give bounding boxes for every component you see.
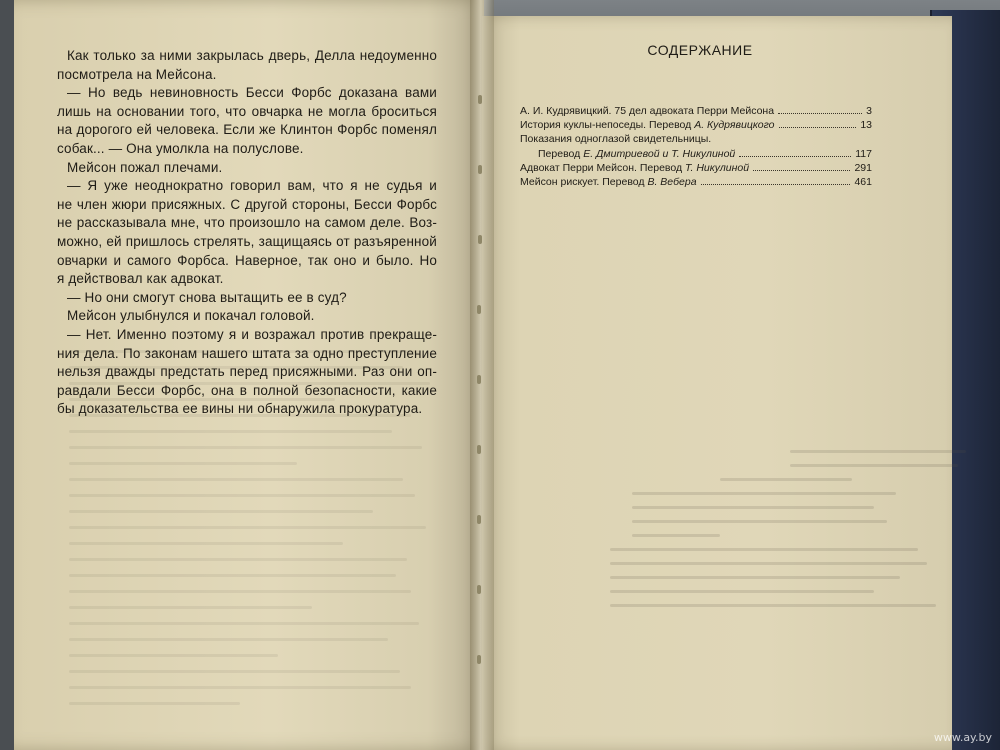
binding-stitch <box>478 235 482 244</box>
text-line: равдали Бесси Форбс, она в полной безопасности, какие <box>57 382 437 398</box>
left-page-text <box>57 47 437 419</box>
text-line: не рассказывала мне, что произошло на самом деле. Воз- <box>57 215 437 231</box>
binding-stitch <box>477 305 481 314</box>
text-line: Мейсон пожал плечами. <box>67 159 223 175</box>
toc-page-number: 461 <box>854 176 872 189</box>
toc-entry-text: А. И. Кудрявицкий. 75 дел адвоката Перри Мейсона <box>520 105 775 117</box>
toc-leader-dots <box>753 170 850 171</box>
toc-leader-dots <box>779 127 857 128</box>
toc-entry <box>520 161 872 175</box>
toc-entry-translator: В. Вебера <box>647 176 697 189</box>
toc-entry-translator: Т. Никулиной <box>685 161 750 174</box>
text-line: Как только за ними закрылась дверь, Делла недоуменно <box>67 48 437 63</box>
toc-entry-title <box>520 118 775 132</box>
text-line: не член жюри присяжных. С другой стороны, Бесси Форбс <box>57 196 437 212</box>
toc-entry-translator: Е. Дмитриевой и Т. Никулиной <box>583 147 736 160</box>
toc-entry-title <box>520 175 697 189</box>
toc-entry-translator: А. Кудрявицкого <box>694 119 775 132</box>
toc-leader-dots <box>701 184 851 185</box>
text-line: Мейсон улыбнулся и покачал головой. <box>67 308 315 324</box>
toc-page-number: 13 <box>860 119 872 132</box>
toc-page-number: 117 <box>855 147 872 160</box>
toc-entry-text: Адвокат Перри Мейсон. Перевод <box>520 161 686 174</box>
toc-entry <box>520 175 872 189</box>
toc-entry-title <box>520 161 749 175</box>
text-line: овчарки и самого Форбса. Наверное, так оно и было. Но <box>57 252 437 268</box>
text-line: — Нет. Именно поэтому я и возражал против прекраще- <box>67 326 437 342</box>
text-line: на дорогого ей человека. Если же Клинтон Форбс поменял <box>57 122 437 138</box>
text-line: ния дела. По законам нашего штата за одно преступление <box>57 345 437 361</box>
text-line: я действовал как адвокат. <box>57 271 224 287</box>
bleed-through-text <box>500 450 940 710</box>
toc-entry <box>520 147 872 161</box>
text-line: посмотрела на Мейсона. <box>57 66 217 82</box>
toc-entry-text: Показания одноглазой свидетельницы. <box>520 133 712 146</box>
toc-entry <box>520 132 872 146</box>
toc-leader-dots <box>739 156 851 157</box>
watermark: www.ay.by <box>933 731 992 744</box>
text-line: — Но они смогут снова вытащить ее в суд? <box>67 289 347 305</box>
binding-stitch <box>477 655 481 664</box>
toc-entry-text: Мейсон рискует. Перевод <box>520 176 648 189</box>
text-line: собак... — Она умолкла на полуслове. <box>57 140 304 156</box>
table-of-contents <box>520 104 872 189</box>
text-line: — Я уже неоднократно говорил вам, что я не судья и <box>67 178 437 194</box>
toc-entry <box>520 118 872 132</box>
toc-leader-dots <box>778 113 862 114</box>
text-line: лишь на основании того, что овчарка не могла броситься <box>57 103 437 119</box>
binding-stitch <box>477 585 481 594</box>
toc-entry-title <box>520 132 711 146</box>
book-gutter <box>470 0 494 750</box>
toc-entry-title <box>538 147 735 161</box>
toc-entry-text: История куклы-непоседы. Перевод <box>520 119 695 132</box>
toc-title: СОДЕРЖАНИЕ <box>647 42 753 58</box>
text-line: можно, ей пришлось стрелять, защищаясь от разъяренной <box>57 233 437 249</box>
binding-stitch <box>477 445 481 454</box>
toc-page-number: 291 <box>854 161 872 174</box>
binding-stitch <box>477 515 481 524</box>
text-line: — Но ведь невиновность Бесси Форбс доказана вами <box>67 85 437 101</box>
binding-stitch <box>478 165 482 174</box>
toc-page-number: 3 <box>866 105 872 117</box>
toc-entry-text: Перевод <box>538 147 584 160</box>
toc-entry-title <box>520 104 774 118</box>
text-line: нельзя дважды предстать перед присяжными. Раз они оп- <box>57 364 437 380</box>
toc-entry <box>520 104 872 118</box>
binding-stitch <box>477 375 481 384</box>
text-line: бы доказательства ее вины ни обнаружила прокуратура. <box>57 401 423 417</box>
binding-stitch <box>478 95 482 104</box>
